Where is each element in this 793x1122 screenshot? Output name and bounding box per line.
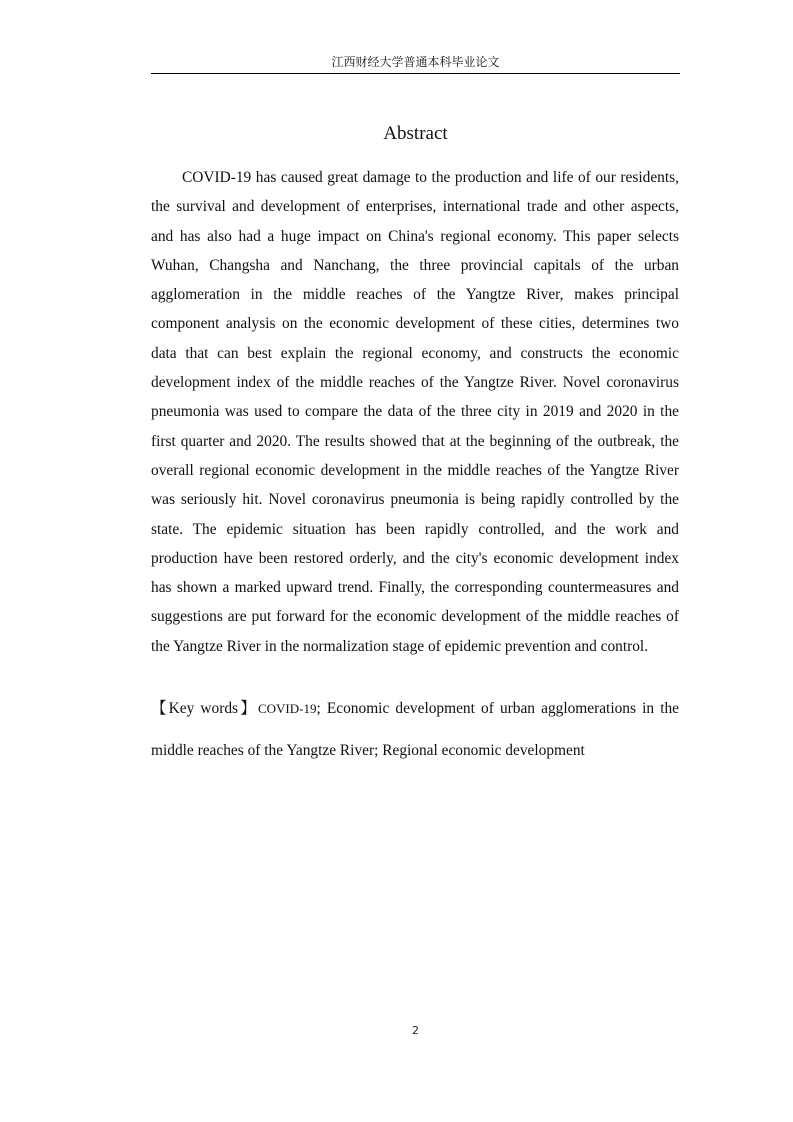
running-header: 江西财经大学普通本科毕业论文 [331,55,500,69]
keywords-rest: ; Economic development of urban agglomerations in the middle reaches of the Yangtze River; Regional economic development [151,700,680,759]
page-number: 2 [412,1024,419,1037]
keywords-paragraph [151,688,679,772]
abstract-body: COVID-19 has caused great damage to the production and life of our residents, the survival and development of enterprises, international trade and other aspects, and has also had a huge impact on China's regional economy. This paper selects Wuhan, Changsha and Nanchang, the three provincial capitals of the urban agglomeration in the middle reaches of the Yangtze River, makes principal component analysis on the economic development of these cities, determines two data that can best explain the regional economy, and constructs the economic development index of the middle reaches of the Yangtze River. Novel coronavirus pneumonia was used to compare the data of the three city in 2019 and 2020 in the first quarter and 2020. The results showed that at the beginning of the outbreak, the overall regional economic development in the middle reaches of the Yangtze River was seriously hit. Novel coronavirus pneumonia is being rapidly controlled by the state. The epidemic situation has been rapidly controlled, and the work and production have been restored orderly, and the city's economic development index has shown a marked upward trend. Finally, the corresponding countermeasures and suggestions are put forward for the economic development of the middle reaches of the Yangtze River in the normalization stage of epidemic prevention and control. [151,169,679,655]
header-rule [151,73,680,74]
abstract-title: Abstract [383,123,448,144]
keyword-covid: COVID-19 [257,701,317,716]
keywords-label: 【Key words】 [151,700,258,717]
